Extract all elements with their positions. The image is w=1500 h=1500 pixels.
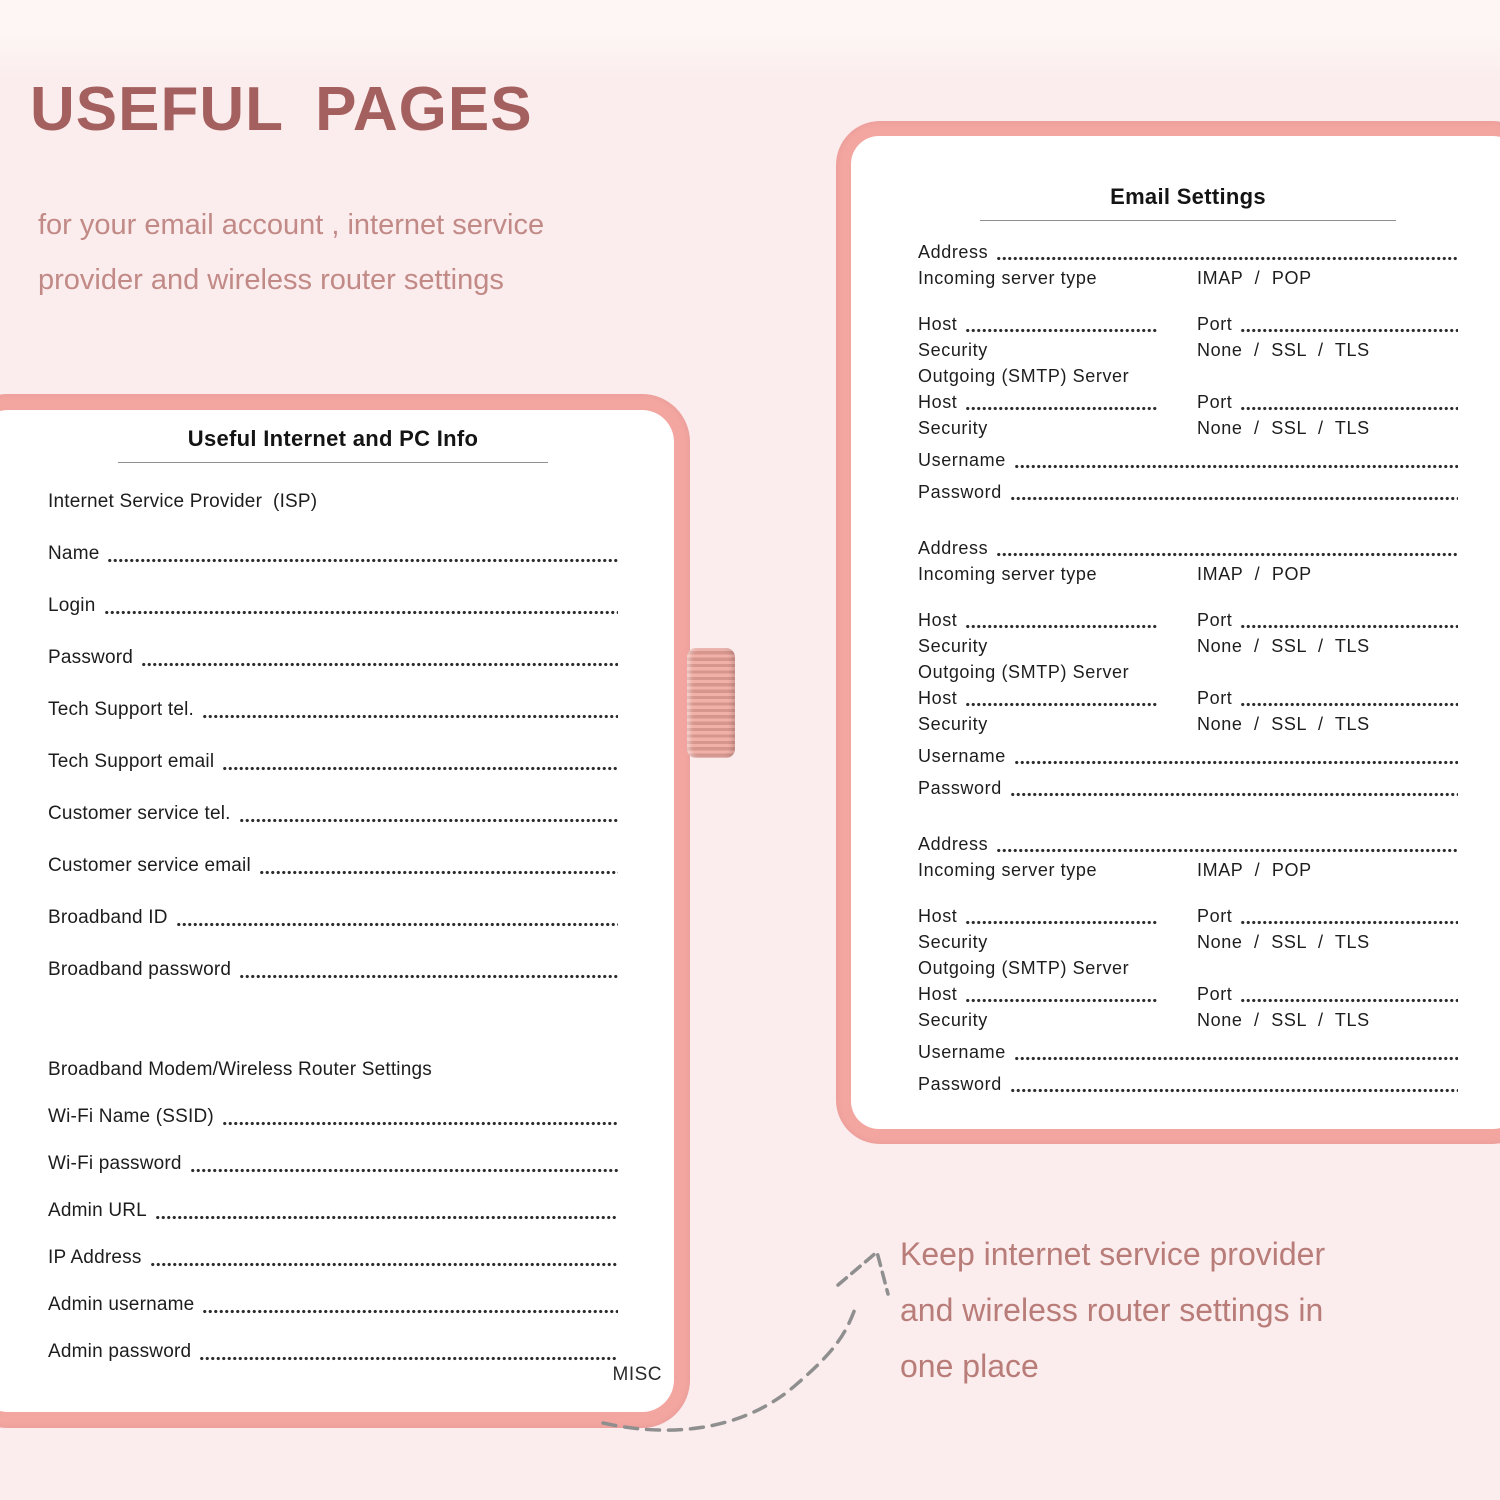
field-label: Name xyxy=(48,543,100,565)
form-row xyxy=(48,1269,618,1316)
dotted-line xyxy=(141,662,618,667)
choice-options: None / SSL / TLS xyxy=(1197,1010,1370,1030)
field-label: Password xyxy=(48,647,134,669)
page-corner-label: MISC xyxy=(612,1364,662,1385)
form-row xyxy=(918,823,1458,855)
dotted-line xyxy=(1010,496,1458,501)
dotted-line xyxy=(965,998,1157,1003)
dotted-line xyxy=(996,848,1458,853)
label-cell xyxy=(1197,314,1458,335)
form-row xyxy=(48,1128,618,1175)
dotted-line xyxy=(1240,920,1458,925)
dotted-line xyxy=(239,974,618,979)
field-label: Broadband Modem/Wireless Router Settings xyxy=(48,1059,432,1081)
form-row xyxy=(918,735,1458,767)
label-cell xyxy=(1197,688,1458,709)
elastic-pen-loop xyxy=(687,648,735,758)
field-label: Address xyxy=(918,538,989,559)
field-label: Address xyxy=(918,834,989,855)
form-row xyxy=(48,929,618,981)
field-label: IP Address xyxy=(48,1247,142,1269)
form-row xyxy=(918,631,1458,657)
row-spacer xyxy=(918,289,1458,309)
dotted-line xyxy=(176,922,618,927)
label-cell xyxy=(1197,610,1458,631)
field-label: Broadband password xyxy=(48,959,232,981)
dotted-line xyxy=(1240,998,1458,1003)
form-row xyxy=(918,683,1458,709)
form-row xyxy=(48,773,618,825)
subtitle-line: provider and wireless router settings xyxy=(38,264,504,296)
header-underline xyxy=(980,220,1396,221)
field-label: Password xyxy=(918,482,1002,503)
left-page-header: Useful Internet and PC Info xyxy=(187,426,479,451)
dotted-line xyxy=(104,610,619,615)
dotted-line xyxy=(239,818,618,823)
dotted-line xyxy=(965,702,1157,707)
choice-options: None / SSL / TLS xyxy=(1197,714,1370,734)
dotted-line xyxy=(1240,406,1458,411)
dotted-line xyxy=(1240,702,1458,707)
page-subtitle xyxy=(38,198,544,308)
form-row xyxy=(918,767,1458,799)
form-row xyxy=(48,477,618,513)
field-label: Wi-Fi Name (SSID) xyxy=(48,1106,214,1128)
field-label: Security xyxy=(918,932,988,953)
form-row xyxy=(918,231,1458,263)
field-label: Admin URL xyxy=(48,1200,147,1222)
caption-line: Keep internet service provider xyxy=(900,1236,1326,1272)
label-cell xyxy=(918,1010,1197,1031)
dotted-line xyxy=(1014,760,1458,765)
dotted-line xyxy=(259,870,618,875)
label-cell xyxy=(918,860,1197,881)
dotted-line xyxy=(1014,464,1458,469)
field-label: Username xyxy=(918,450,1006,471)
label-cell xyxy=(1197,984,1458,1005)
label-cell xyxy=(918,340,1197,361)
field-label: Outgoing (SMTP) Server xyxy=(918,366,1130,387)
form-row xyxy=(48,1222,618,1269)
form-row xyxy=(918,1063,1458,1095)
field-label: Port xyxy=(1197,906,1233,927)
field-label: Incoming server type xyxy=(918,268,1098,289)
form-row xyxy=(918,263,1458,289)
label-cell xyxy=(918,906,1197,927)
form-row xyxy=(918,387,1458,413)
row-spacer xyxy=(918,881,1458,901)
label-cell xyxy=(918,564,1197,585)
form-row xyxy=(918,1031,1458,1063)
email-settings-blocks xyxy=(918,231,1458,1095)
form-row xyxy=(48,1175,618,1222)
label-cell xyxy=(1197,392,1458,413)
field-label: Security xyxy=(918,636,988,657)
label-cell xyxy=(918,932,1197,953)
form-row xyxy=(918,953,1458,979)
field-label: Host xyxy=(918,906,958,927)
callout-caption xyxy=(900,1226,1325,1394)
dotted-line xyxy=(965,920,1157,925)
field-label: Broadband ID xyxy=(48,907,168,929)
row-spacer xyxy=(918,585,1458,605)
field-label: Host xyxy=(918,984,958,1005)
field-label: Security xyxy=(918,714,988,735)
dotted-line xyxy=(222,1121,618,1126)
arrow-shaft xyxy=(603,1303,857,1430)
form-row xyxy=(918,335,1458,361)
form-row xyxy=(48,1316,618,1363)
field-label: Security xyxy=(918,340,988,361)
header-underline xyxy=(118,462,548,463)
form-row xyxy=(918,927,1458,953)
field-label: Port xyxy=(1197,392,1233,413)
dotted-line xyxy=(996,256,1458,261)
field-label: Security xyxy=(918,418,988,439)
choice-options: None / SSL / TLS xyxy=(1197,418,1370,438)
form-row xyxy=(48,669,618,721)
email-settings-block xyxy=(918,823,1458,1095)
dotted-line xyxy=(107,558,618,563)
field-label: Login xyxy=(48,595,96,617)
dotted-line xyxy=(965,624,1157,629)
field-label: Address xyxy=(918,242,989,263)
dotted-line xyxy=(202,714,618,719)
form-row xyxy=(918,309,1458,335)
choice-options: IMAP / POP xyxy=(1197,564,1312,584)
field-label: Incoming server type xyxy=(918,860,1098,881)
field-label: Outgoing (SMTP) Server xyxy=(918,662,1130,683)
notebook-right-cover xyxy=(836,121,1500,1144)
field-label: Host xyxy=(918,314,958,335)
label-cell xyxy=(1197,906,1458,927)
dotted-line xyxy=(1014,1056,1458,1061)
field-label: Customer service tel. xyxy=(48,803,231,825)
form-row xyxy=(48,565,618,617)
choice-options: None / SSL / TLS xyxy=(1197,340,1370,360)
left-page-rows xyxy=(48,477,618,1363)
choice-options: None / SSL / TLS xyxy=(1197,932,1370,952)
form-row xyxy=(918,709,1458,735)
dotted-line xyxy=(996,552,1458,557)
dotted-line xyxy=(965,406,1157,411)
label-cell xyxy=(918,714,1197,735)
field-label: Tech Support email xyxy=(48,751,215,773)
caption-line: one place xyxy=(900,1348,1039,1384)
field-label: Security xyxy=(918,1010,988,1031)
field-label: Username xyxy=(918,1042,1006,1063)
field-label: Port xyxy=(1197,314,1233,335)
arrow-head xyxy=(838,1252,888,1294)
field-label: Port xyxy=(1197,984,1233,1005)
field-label: Host xyxy=(918,610,958,631)
label-cell xyxy=(918,268,1197,289)
field-label: Tech Support tel. xyxy=(48,699,194,721)
dotted-line xyxy=(965,328,1157,333)
form-row xyxy=(918,979,1458,1005)
form-row xyxy=(48,825,618,877)
form-row xyxy=(918,901,1458,927)
form-row xyxy=(48,617,618,669)
label-cell xyxy=(918,314,1197,335)
right-page xyxy=(851,136,1500,1129)
dotted-line xyxy=(1240,328,1458,333)
field-label: Host xyxy=(918,392,958,413)
dotted-line xyxy=(150,1262,618,1267)
form-row xyxy=(918,439,1458,471)
form-row xyxy=(918,559,1458,585)
field-label: Password xyxy=(918,1074,1002,1095)
dotted-line xyxy=(1010,792,1458,797)
form-row xyxy=(48,513,618,565)
dotted-line xyxy=(1010,1088,1458,1093)
field-label: Port xyxy=(1197,688,1233,709)
field-label: Internet Service Provider (ISP) xyxy=(48,491,318,513)
form-row xyxy=(918,657,1458,683)
label-cell xyxy=(918,418,1197,439)
dotted-line xyxy=(190,1168,618,1173)
field-label: Wi-Fi password xyxy=(48,1153,182,1175)
field-label: Host xyxy=(918,688,958,709)
email-settings-block xyxy=(918,231,1458,503)
dashed-arrow xyxy=(555,1225,915,1440)
subtitle-line: for your email account , internet service xyxy=(38,209,545,241)
choice-options: IMAP / POP xyxy=(1197,268,1312,288)
form-row xyxy=(918,605,1458,631)
form-row xyxy=(918,361,1458,387)
field-label: Port xyxy=(1197,610,1233,631)
page-title: USEFUL PAGES xyxy=(30,75,533,144)
label-cell xyxy=(918,610,1197,631)
dotted-line xyxy=(1240,624,1458,629)
email-settings-block xyxy=(918,527,1458,799)
field-label: Password xyxy=(918,778,1002,799)
choice-options: IMAP / POP xyxy=(1197,860,1312,880)
choice-options: None / SSL / TLS xyxy=(1197,636,1370,656)
caption-line: and wireless router settings in xyxy=(900,1292,1324,1328)
field-label: Admin password xyxy=(48,1341,192,1363)
field-label: Incoming server type xyxy=(918,564,1098,585)
form-row xyxy=(48,721,618,773)
right-page-header: Email Settings xyxy=(1110,184,1266,209)
label-cell xyxy=(918,984,1197,1005)
form-row xyxy=(918,413,1458,439)
field-label: Username xyxy=(918,746,1006,767)
field-label: Admin username xyxy=(48,1294,195,1316)
label-cell xyxy=(918,688,1197,709)
section-heading xyxy=(48,1051,618,1081)
form-row xyxy=(918,527,1458,559)
form-row xyxy=(48,1081,618,1128)
field-label: Outgoing (SMTP) Server xyxy=(918,958,1130,979)
form-row xyxy=(918,855,1458,881)
form-row xyxy=(918,1005,1458,1031)
form-row xyxy=(48,877,618,929)
field-label: Customer service email xyxy=(48,855,251,877)
label-cell xyxy=(918,636,1197,657)
dotted-line xyxy=(155,1215,618,1220)
label-cell xyxy=(918,392,1197,413)
form-row xyxy=(918,471,1458,503)
dotted-line xyxy=(222,766,618,771)
